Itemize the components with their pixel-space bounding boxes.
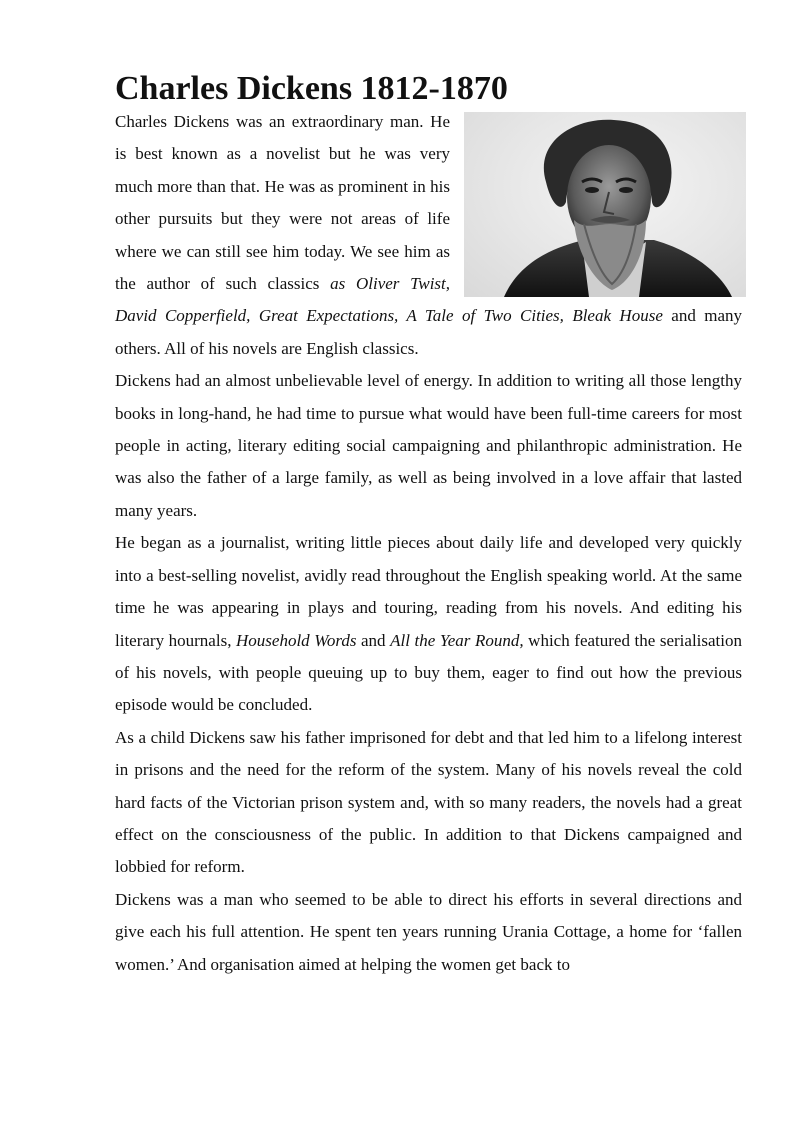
paragraph-3 xyxy=(115,527,742,721)
paragraph-3-all-the-year-round: All the Year Round, xyxy=(390,630,524,650)
paragraph-1-text-c: and many others. All of his novels are English classics. xyxy=(115,306,742,358)
paragraph-1-text-a: Charles Dickens was an extraordinary man. He is best known as a novelist but he was very much more than that. He was as prominent in his other pursuits but they were not areas of life where we can still see him today. We see him as the author of such classics xyxy=(115,112,450,294)
paragraph-1-book-titles: as Oliver Twist, David Copperfield, Great Expectations, A Tale of Two Cities, Bleak House xyxy=(115,274,663,326)
page-title: Charles Dickens 1812-1870 xyxy=(115,70,508,107)
paragraph-5: Dickens was a man who seemed to be able to direct his efforts in several directions and give each his full attention. He spent ten years running Urania Cottage, a home for ‘fallen women.’ And organisation aimed at helping the women get back to xyxy=(115,889,742,974)
paragraph-2: Dickens had an almost unbelievable level of energy. In addition to writing all those lengthy books in long-hand, he had time to pursue what would have been full-time careers for most people in acting, literary editing social campaigning and philanthropic administration. He was also the father of a large family, as well as being involved in a love affair that lasted many years. xyxy=(115,371,742,520)
document-page xyxy=(115,70,742,981)
paragraph-3-text-e: which featured the serialisation of his novels, with people queuing up to buy them, eager to find out how the previous episode would be concluded. xyxy=(115,630,742,715)
paragraph-3-text-a: He began as a journalist, writing little pieces about daily life and developed very quickly into a best-selling novelist, avidly read throughout the English speaking world. At the same time he was appearing in plays and touring, reading from his novels. And editing his literary hournals, xyxy=(115,533,742,650)
paragraph-3-household-words: Household Words xyxy=(236,630,357,650)
paragraph-4: As a child Dickens saw his father imprisoned for debt and that led him to a lifelong interest in prisons and the need for the reform of the system. Many of his novels reveal the cold hard facts of the Victorian prison system and, with so many readers, the novels had a great effect on the consciousness of the public. In addition to that Dickens campaigned and lobbied for reform. xyxy=(115,727,742,877)
dickens-portrait xyxy=(464,112,746,297)
portrait-illustration xyxy=(464,112,746,297)
paragraph-3-text-c: and xyxy=(356,630,391,650)
